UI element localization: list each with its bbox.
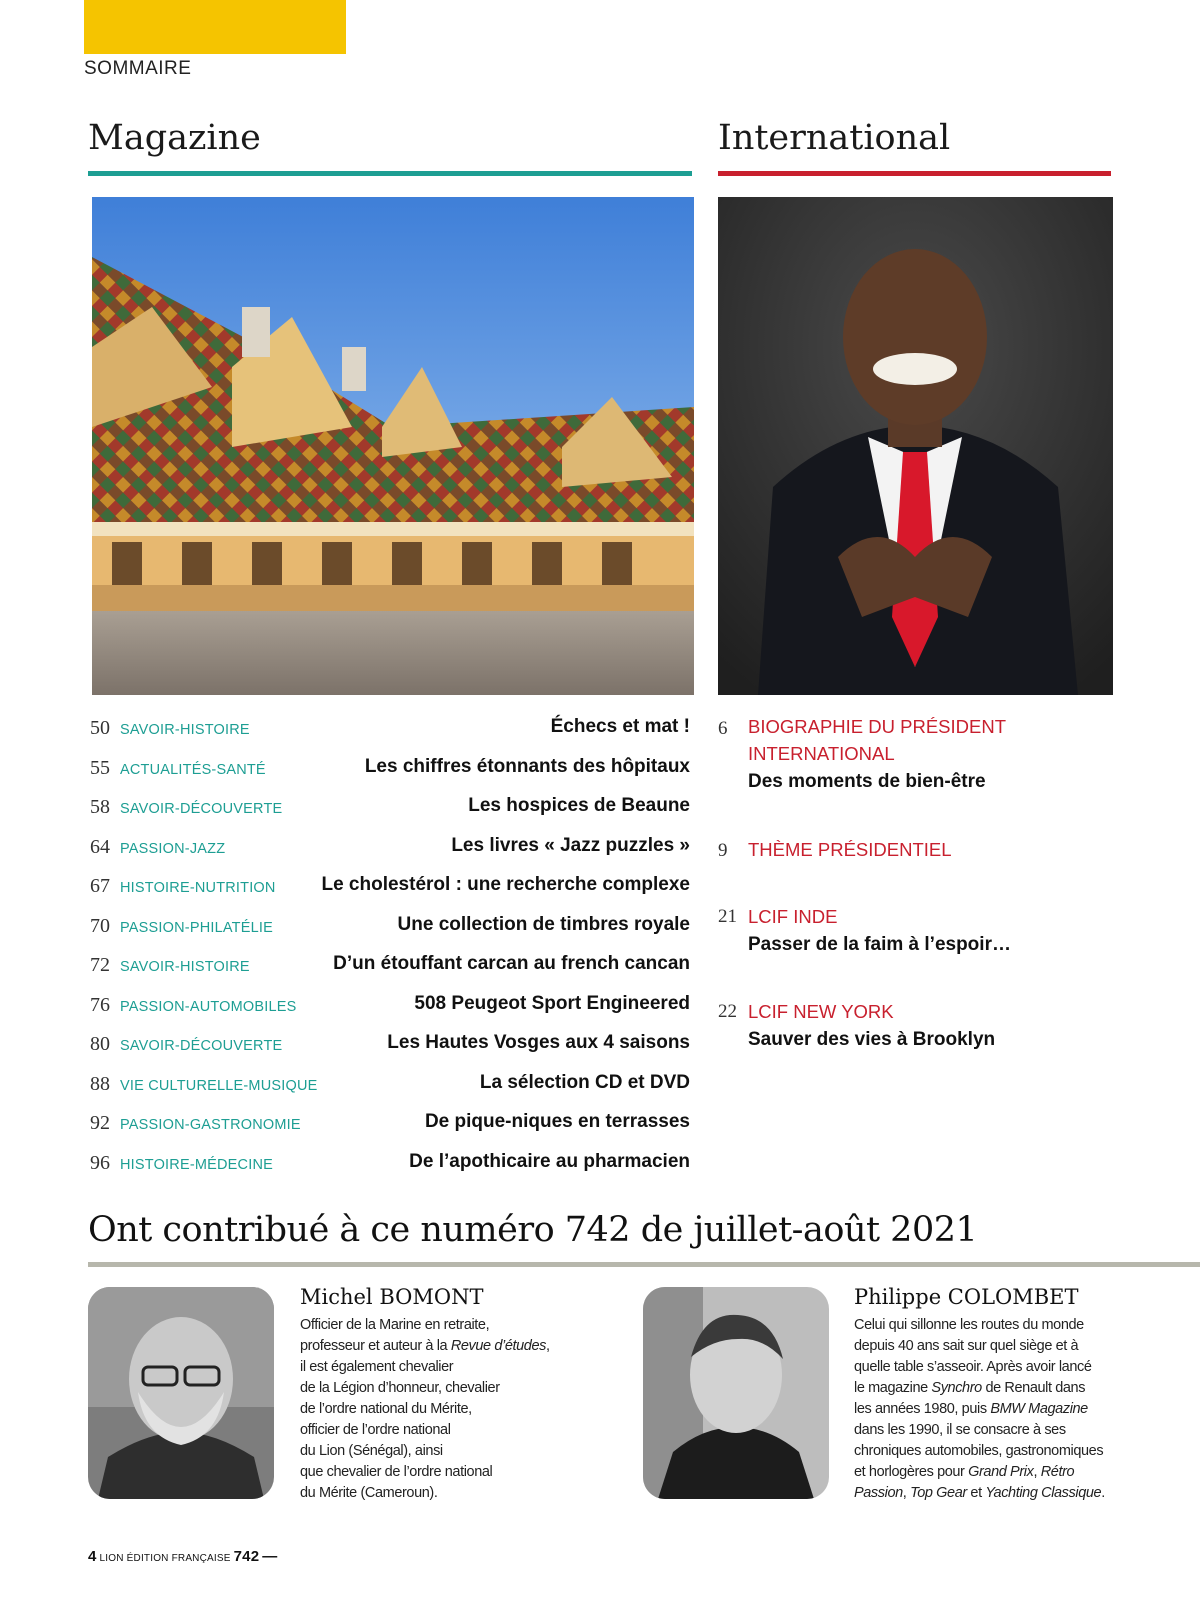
toc-category: PASSION-PHILATÉLIE	[120, 920, 273, 936]
toc-title: Une collection de timbres royale	[397, 914, 690, 935]
bio-line: et horlogères pour Grand Prix, Rétro	[854, 1464, 1075, 1480]
toc-entry[interactable]	[90, 873, 690, 903]
bio-line: quelle table s’asseoir. Après avoir lancé	[854, 1359, 1092, 1375]
toc-category: HISTOIRE-MÉDECINE	[120, 1157, 273, 1173]
contributor-bio	[854, 1315, 1154, 1504]
bio-line: que chevalier de l’ordre national	[300, 1464, 493, 1480]
michel-bomont-portrait	[88, 1287, 274, 1499]
toc-entry[interactable]	[90, 755, 690, 785]
bio-line: du Mérite (Cameroun).	[300, 1485, 438, 1501]
bio-line: Celui qui sillonne les routes du monde	[854, 1317, 1084, 1333]
toc-category[interactable]: LCIF NEW YORK	[748, 1001, 894, 1022]
toc-entry[interactable]	[90, 1031, 690, 1061]
footer-publication: LION ÉDITION FRANÇAISE	[99, 1553, 231, 1564]
contributors-title: Ont contribué à ce numéro 742 de juillet-août 2021	[88, 1210, 978, 1250]
toc-category: PASSION-JAZZ	[120, 841, 226, 857]
bio-line: le magazine Synchro de Renault dans	[854, 1380, 1086, 1396]
section-tab	[84, 0, 346, 54]
contributor-name: Philippe COLOMBET	[854, 1285, 1079, 1309]
toc-title: Le cholestérol : une recherche complexe	[321, 874, 690, 895]
toc-title: La sélection CD et DVD	[479, 1072, 690, 1093]
toc-category: ACTUALITÉS-SANTÉ	[120, 762, 266, 778]
footer-issue: 742	[233, 1548, 260, 1565]
contributor-name: Michel BOMONT	[300, 1285, 484, 1309]
philippe-colombet-portrait	[643, 1287, 829, 1499]
magazine-rule	[88, 171, 692, 176]
toc-page-number: 76	[90, 994, 110, 1016]
footer-dash: —	[262, 1548, 278, 1565]
toc-page-number: 70	[90, 915, 110, 937]
toc-entry[interactable]	[90, 794, 690, 824]
bio-line: de la Légion d’honneur, chevalier	[300, 1380, 500, 1396]
bio-line: Officier de la Marine en retraite,	[300, 1317, 490, 1333]
section-label: SOMMAIRE	[84, 58, 192, 79]
bio-line: du Lion (Sénégal), ainsi	[300, 1443, 443, 1459]
toc-category: SAVOIR-DÉCOUVERTE	[120, 801, 283, 817]
toc-title: Les chiffres étonnants des hôpitaux	[364, 756, 690, 777]
toc-title[interactable]: Sauver des vies à Brooklyn	[748, 1029, 996, 1050]
toc-entry[interactable]	[90, 952, 690, 982]
toc-category: SAVOIR-HISTOIRE	[120, 959, 250, 975]
toc-category[interactable]: LCIF INDE	[748, 906, 838, 927]
toc-page-number: 88	[90, 1073, 110, 1095]
magazine-title: Magazine	[88, 118, 261, 158]
toc-entry[interactable]	[90, 1071, 690, 1101]
toc-page-number: 22	[718, 1001, 737, 1022]
toc-entry[interactable]	[90, 1110, 690, 1140]
bio-line: Passion, Top Gear et Yachting Classique.	[854, 1485, 1105, 1501]
bio-line: il est également chevalier	[300, 1359, 454, 1375]
toc-entry[interactable]	[90, 992, 690, 1022]
toc-title: De l’apothicaire au pharmacien	[409, 1151, 690, 1172]
toc-category[interactable]: BIOGRAPHIE DU PRÉSIDENT INTERNATIONAL	[748, 716, 1006, 764]
toc-entry[interactable]	[90, 715, 690, 745]
bio-line: chroniques automobiles, gastronomiques	[854, 1443, 1104, 1459]
toc-page-number: 92	[90, 1112, 110, 1134]
page-footer	[88, 1548, 277, 1565]
toc-page-number: 67	[90, 875, 110, 897]
bio-line: de l’ordre national du Mérite,	[300, 1401, 472, 1417]
hospices-beaune-photo	[92, 197, 694, 695]
toc-page-number: 64	[90, 836, 110, 858]
toc-category: SAVOIR-HISTOIRE	[120, 722, 250, 738]
contributor-bio	[300, 1315, 590, 1504]
toc-category[interactable]: THÈME PRÉSIDENTIEL	[748, 839, 952, 860]
toc-category: PASSION-GASTRONOMIE	[120, 1117, 301, 1133]
bio-line: officier de l’ordre national	[300, 1422, 451, 1438]
footer-page-number: 4	[88, 1548, 97, 1565]
toc-page-number: 21	[718, 906, 737, 927]
international-rule	[718, 171, 1111, 176]
toc-category: PASSION-AUTOMOBILES	[120, 999, 297, 1015]
toc-page-number: 55	[90, 757, 110, 779]
toc-page-number: 80	[90, 1033, 110, 1055]
bio-line: les années 1980, puis BMW Magazine	[854, 1401, 1088, 1417]
toc-category: SAVOIR-DÉCOUVERTE	[120, 1038, 283, 1054]
toc-page-number: 96	[90, 1152, 110, 1174]
toc-title: De pique-niques en terrasses	[424, 1111, 690, 1132]
toc-title[interactable]: Passer de la faim à l’espoir…	[748, 934, 1011, 955]
toc-page-number: 50	[90, 717, 110, 739]
toc-page-number: 72	[90, 954, 110, 976]
toc-title: Les livres « Jazz puzzles »	[451, 835, 690, 856]
toc-page-number: 9	[718, 840, 728, 861]
contributors-rule	[88, 1262, 1200, 1267]
toc-page-number: 6	[718, 718, 728, 739]
toc-title: D’un étouffant carcan au french cancan	[333, 953, 690, 974]
toc-title: Échecs et mat !	[550, 716, 690, 737]
president-portrait-photo	[718, 197, 1113, 695]
bio-line: depuis 40 ans sait sur quel siège et à	[854, 1338, 1079, 1354]
toc-entry[interactable]	[90, 834, 690, 864]
toc-title[interactable]: Des moments de bien-être	[748, 771, 986, 792]
toc-title: 508 Peugeot Sport Engineered	[414, 993, 690, 1014]
international-title: International	[718, 118, 951, 158]
toc-entry[interactable]	[90, 1150, 690, 1180]
bio-line: professeur et auteur à la Revue d’études,	[300, 1338, 550, 1354]
toc-title: Les hospices de Beaune	[468, 795, 690, 816]
toc-title: Les Hautes Vosges aux 4 saisons	[387, 1032, 690, 1053]
toc-category: VIE CULTURELLE-MUSIQUE	[120, 1078, 318, 1094]
bio-line: dans les 1990, il se consacre à ses	[854, 1422, 1066, 1438]
toc-page-number: 58	[90, 796, 110, 818]
toc-entry[interactable]	[90, 913, 690, 943]
toc-category: HISTOIRE-NUTRITION	[120, 880, 276, 896]
